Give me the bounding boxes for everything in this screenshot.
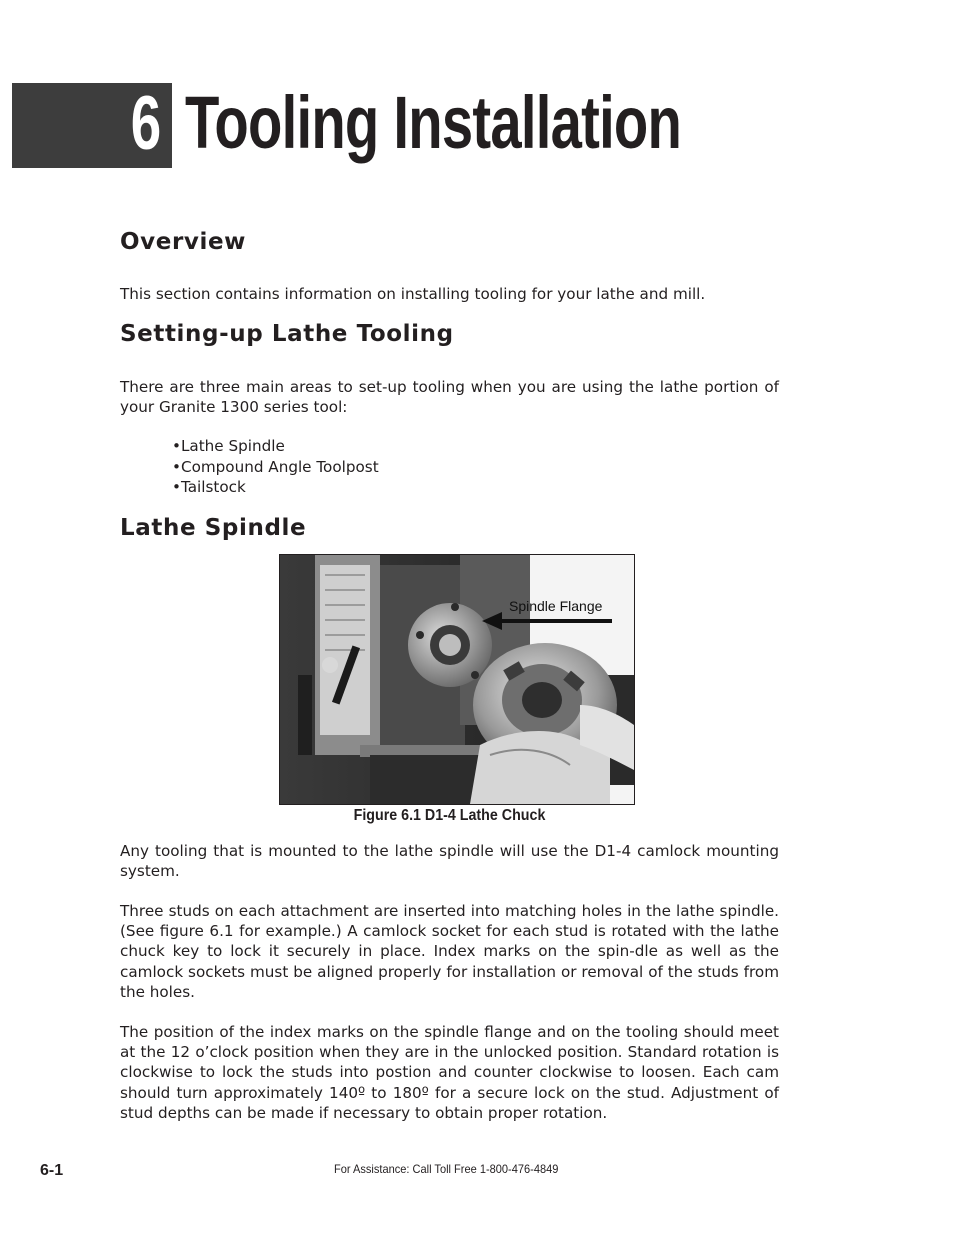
chapter-title: Tooling Installation: [185, 81, 682, 164]
tooling-areas-list: [172, 436, 379, 498]
lathe-chuck-figure: [279, 554, 635, 805]
setup-heading: Setting-up Lathe Tooling: [120, 321, 454, 347]
list-item: •Lathe Spindle: [172, 437, 285, 455]
list-item: •Tailstock: [172, 478, 246, 496]
page-number: 6-1: [40, 1162, 64, 1179]
figure-caption: Figure 6.1 D1-4 Lathe Chuck: [353, 807, 546, 824]
paragraph-studs: Three studs on each attachment are inserted into matching holes in the lathe spindle. (See figure 6.1 for example.) A camlock socket for each stud is rotated with the lathe chuck key to lock it securely in place. Index marks on the spin-dle as well as the camlock sockets must be aligned properly for installation or removal of the studs from the holes.: [120, 902, 779, 1001]
assistance-footer: For Assistance: Call Toll Free 1-800-476-4849: [334, 1162, 559, 1176]
setup-text: There are three main areas to set-up tooling when you are using the lathe portion of your Granite 1300 series tool:: [120, 378, 779, 417]
spindle-flange-label: Spindle Flange: [509, 598, 603, 614]
paragraph-mounting: Any tooling that is mounted to the lathe spindle will use the D1-4 camlock mounting system.: [120, 842, 779, 881]
overview-text: This section contains information on installing tooling for your lathe and mill.: [120, 285, 706, 303]
list-item: •Compound Angle Toolpost: [172, 457, 379, 476]
paragraph-index-marks: The position of the index marks on the spindle flange and on the tooling should meet at the 12 o’clock position when they are in the unlocked position. Standard rotation is clockwise to lock the studs into postion and counter clockwise to loosen. Each cam should turn approximately 140º to 180º for a secure lock on the stud. Adjustment of stud depths can be made if necessary to obtain proper rotation.: [120, 1023, 779, 1122]
lathe-spindle-heading: Lathe Spindle: [120, 515, 307, 541]
chapter-number: 6: [130, 81, 162, 166]
lathe-chuck-photo: [280, 555, 634, 804]
overview-heading: Overview: [120, 229, 247, 255]
